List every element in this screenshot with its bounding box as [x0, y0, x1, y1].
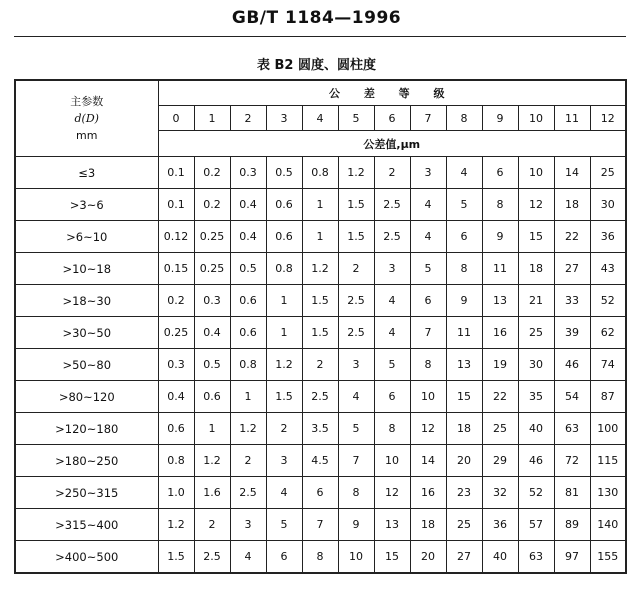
tolerance-value-cell: 0.6 — [158, 413, 194, 445]
tolerance-value-cell: 12 — [518, 189, 554, 221]
grade-title-cell: 公 差 等 级 — [158, 80, 626, 106]
table-row — [15, 285, 626, 317]
tolerance-value-cell: 2.5 — [302, 381, 338, 413]
tolerance-value-cell: 12 — [374, 477, 410, 509]
tolerance-value-cell: 20 — [410, 541, 446, 574]
tolerance-value-cell: 33 — [554, 285, 590, 317]
table-row — [15, 381, 626, 413]
table-row — [15, 317, 626, 349]
tolerance-value-cell: 36 — [590, 221, 626, 253]
tolerance-value-cell: 6 — [302, 477, 338, 509]
tolerance-value-cell: 0.5 — [266, 157, 302, 189]
grade-number-cell: 0 — [158, 106, 194, 131]
tolerance-value-cell: 27 — [446, 541, 482, 574]
table-row — [15, 349, 626, 381]
size-range-cell: >80~120 — [15, 381, 158, 413]
grade-number-cell: 11 — [554, 106, 590, 131]
tolerance-value-cell: 14 — [410, 445, 446, 477]
tolerance-value-cell: 13 — [482, 285, 518, 317]
size-range-cell: >400~500 — [15, 541, 158, 574]
tolerance-value-cell: 10 — [518, 157, 554, 189]
tolerance-value-cell: 4 — [446, 157, 482, 189]
tolerance-value-cell: 0.6 — [194, 381, 230, 413]
tolerance-value-cell: 4 — [374, 285, 410, 317]
tolerance-value-cell: 32 — [482, 477, 518, 509]
size-range-cell: >10~18 — [15, 253, 158, 285]
tolerance-value-cell: 0.5 — [194, 349, 230, 381]
tolerance-value-cell: 35 — [518, 381, 554, 413]
tolerance-value-cell: 52 — [518, 477, 554, 509]
tolerance-value-cell: 8 — [302, 541, 338, 574]
tolerance-value-cell: 9 — [446, 285, 482, 317]
tolerance-value-cell: 25 — [482, 413, 518, 445]
tolerance-value-cell: 3 — [266, 445, 302, 477]
tolerance-value-cell: 130 — [590, 477, 626, 509]
tolerance-value-cell: 4 — [266, 477, 302, 509]
param-label-unit: mm — [76, 129, 98, 142]
tolerance-value-cell: 46 — [518, 445, 554, 477]
tolerance-value-cell: 22 — [482, 381, 518, 413]
tolerance-value-cell: 0.6 — [266, 189, 302, 221]
grade-number-cell: 5 — [338, 106, 374, 131]
size-range-cell: >18~30 — [15, 285, 158, 317]
tolerance-value-cell: 63 — [554, 413, 590, 445]
tolerance-value-cell: 0.2 — [158, 285, 194, 317]
tolerance-value-cell: 14 — [554, 157, 590, 189]
tolerance-value-cell: 1 — [194, 413, 230, 445]
unit-label-cell: 公差值,μm — [158, 131, 626, 157]
tolerance-value-cell: 5 — [374, 349, 410, 381]
tolerance-value-cell: 1.2 — [230, 413, 266, 445]
tolerance-value-cell: 1.2 — [302, 253, 338, 285]
tolerance-value-cell: 2.5 — [230, 477, 266, 509]
tolerance-value-cell: 0.15 — [158, 253, 194, 285]
tolerance-value-cell: 1.2 — [266, 349, 302, 381]
tolerance-value-cell: 15 — [374, 541, 410, 574]
tolerance-value-cell: 40 — [482, 541, 518, 574]
tolerance-value-cell: 0.4 — [230, 189, 266, 221]
tolerance-value-cell: 1.2 — [194, 445, 230, 477]
tolerance-table — [14, 79, 627, 574]
tolerance-value-cell: 1.6 — [194, 477, 230, 509]
tolerance-value-cell: 4 — [374, 317, 410, 349]
tolerance-value-cell: 27 — [554, 253, 590, 285]
tolerance-value-cell: 57 — [518, 509, 554, 541]
tolerance-value-cell: 16 — [410, 477, 446, 509]
grade-number-cell: 12 — [590, 106, 626, 131]
tolerance-value-cell: 3 — [374, 253, 410, 285]
tolerance-value-cell: 5 — [410, 253, 446, 285]
tolerance-value-cell: 1.5 — [266, 381, 302, 413]
tolerance-value-cell: 63 — [518, 541, 554, 574]
tolerance-value-cell: 1 — [266, 285, 302, 317]
tolerance-value-cell: 18 — [554, 189, 590, 221]
tolerance-value-cell: 22 — [554, 221, 590, 253]
tolerance-value-cell: 43 — [590, 253, 626, 285]
tolerance-value-cell: 54 — [554, 381, 590, 413]
tolerance-value-cell: 2 — [230, 445, 266, 477]
tolerance-value-cell: 155 — [590, 541, 626, 574]
tolerance-value-cell: 21 — [518, 285, 554, 317]
table-row — [15, 477, 626, 509]
tolerance-value-cell: 1.5 — [302, 285, 338, 317]
tolerance-value-cell: 1 — [230, 381, 266, 413]
tolerance-value-cell: 87 — [590, 381, 626, 413]
tolerance-value-cell: 0.1 — [158, 189, 194, 221]
tolerance-value-cell: 0.2 — [194, 157, 230, 189]
size-range-cell: >6~10 — [15, 221, 158, 253]
tolerance-value-cell: 19 — [482, 349, 518, 381]
tolerance-value-cell: 0.12 — [158, 221, 194, 253]
tolerance-value-cell: 36 — [482, 509, 518, 541]
tolerance-value-cell: 4.5 — [302, 445, 338, 477]
tolerance-value-cell: 8 — [374, 413, 410, 445]
grade-number-cell: 3 — [266, 106, 302, 131]
tolerance-value-cell: 3 — [410, 157, 446, 189]
size-range-cell: >50~80 — [15, 349, 158, 381]
tolerance-value-cell: 4 — [338, 381, 374, 413]
tolerance-value-cell: 0.25 — [194, 253, 230, 285]
tolerance-value-cell: 0.6 — [230, 285, 266, 317]
tolerance-value-cell: 0.8 — [230, 349, 266, 381]
grade-number-cell: 8 — [446, 106, 482, 131]
table-row — [15, 157, 626, 189]
tolerance-value-cell: 0.8 — [158, 445, 194, 477]
tolerance-value-cell: 4 — [410, 189, 446, 221]
tolerance-value-cell: 10 — [374, 445, 410, 477]
tolerance-value-cell: 2 — [374, 157, 410, 189]
tolerance-value-cell: 72 — [554, 445, 590, 477]
tolerance-value-cell: 29 — [482, 445, 518, 477]
tolerance-value-cell: 5 — [338, 413, 374, 445]
table-row — [15, 221, 626, 253]
tolerance-value-cell: 97 — [554, 541, 590, 574]
header-rule — [14, 36, 626, 37]
tolerance-value-cell: 9 — [482, 221, 518, 253]
tolerance-value-cell: 140 — [590, 509, 626, 541]
tolerance-value-cell: 18 — [446, 413, 482, 445]
tolerance-value-cell: 6 — [482, 157, 518, 189]
tolerance-value-cell: 30 — [518, 349, 554, 381]
table-row — [15, 445, 626, 477]
tolerance-value-cell: 30 — [590, 189, 626, 221]
tolerance-value-cell: 10 — [410, 381, 446, 413]
tolerance-value-cell: 1.2 — [158, 509, 194, 541]
tolerance-value-cell: 0.6 — [266, 221, 302, 253]
tolerance-value-cell: 0.3 — [158, 349, 194, 381]
tolerance-value-cell: 9 — [338, 509, 374, 541]
table-row — [15, 413, 626, 445]
size-range-cell: >30~50 — [15, 317, 158, 349]
tolerance-value-cell: 6 — [446, 221, 482, 253]
table-caption: 表 B2 圆度、圆柱度 — [256, 58, 376, 73]
tolerance-value-cell: 4 — [230, 541, 266, 574]
tolerance-value-cell: 2.5 — [374, 221, 410, 253]
tolerance-value-cell: 2 — [194, 509, 230, 541]
param-label-main: 主参数 — [70, 95, 104, 108]
tolerance-value-cell: 0.3 — [194, 285, 230, 317]
tolerance-value-cell: 0.5 — [230, 253, 266, 285]
tolerance-value-cell: 0.4 — [194, 317, 230, 349]
tolerance-value-cell: 6 — [410, 285, 446, 317]
grade-number-cell: 4 — [302, 106, 338, 131]
tolerance-value-cell: 3 — [230, 509, 266, 541]
tolerance-value-cell: 89 — [554, 509, 590, 541]
tolerance-value-cell: 1.5 — [338, 189, 374, 221]
size-range-cell: >3~6 — [15, 189, 158, 221]
tolerance-value-cell: 5 — [446, 189, 482, 221]
table-row — [15, 541, 626, 574]
tolerance-value-cell: 1.0 — [158, 477, 194, 509]
tolerance-value-cell: 15 — [518, 221, 554, 253]
tolerance-value-cell: 2.5 — [194, 541, 230, 574]
table-row — [15, 509, 626, 541]
tolerance-value-cell: 74 — [590, 349, 626, 381]
size-range-cell: >315~400 — [15, 509, 158, 541]
tolerance-value-cell: 62 — [590, 317, 626, 349]
tolerance-value-cell: 8 — [410, 349, 446, 381]
tolerance-value-cell: 13 — [446, 349, 482, 381]
tolerance-value-cell: 7 — [338, 445, 374, 477]
tolerance-value-cell: 25 — [590, 157, 626, 189]
tolerance-value-cell: 6 — [266, 541, 302, 574]
tolerance-value-cell: 10 — [338, 541, 374, 574]
grade-number-cell: 10 — [518, 106, 554, 131]
tolerance-value-cell: 25 — [518, 317, 554, 349]
tolerance-value-cell: 0.25 — [158, 317, 194, 349]
size-range-cell: >180~250 — [15, 445, 158, 477]
grade-number-cell: 6 — [374, 106, 410, 131]
tolerance-value-cell: 1 — [302, 189, 338, 221]
tolerance-value-cell: 39 — [554, 317, 590, 349]
tolerance-value-cell: 8 — [446, 253, 482, 285]
tolerance-value-cell: 46 — [554, 349, 590, 381]
tolerance-value-cell: 15 — [446, 381, 482, 413]
tolerance-value-cell: 81 — [554, 477, 590, 509]
tolerance-value-cell: 7 — [410, 317, 446, 349]
tolerance-value-cell: 2 — [266, 413, 302, 445]
tolerance-value-cell: 8 — [338, 477, 374, 509]
tolerance-value-cell: 8 — [482, 189, 518, 221]
grade-number-cell: 9 — [482, 106, 518, 131]
tolerance-value-cell: 18 — [410, 509, 446, 541]
tolerance-value-cell: 11 — [446, 317, 482, 349]
tolerance-value-cell: 1 — [266, 317, 302, 349]
tolerance-value-cell: 40 — [518, 413, 554, 445]
tolerance-value-cell: 1.5 — [158, 541, 194, 574]
tolerance-value-cell: 0.6 — [230, 317, 266, 349]
size-range-cell: >120~180 — [15, 413, 158, 445]
tolerance-value-cell: 0.4 — [230, 221, 266, 253]
tolerance-value-cell: 100 — [590, 413, 626, 445]
grade-number-cell: 7 — [410, 106, 446, 131]
tolerance-value-cell: 23 — [446, 477, 482, 509]
tolerance-value-cell: 5 — [266, 509, 302, 541]
tolerance-value-cell: 13 — [374, 509, 410, 541]
tolerance-value-cell: 0.2 — [194, 189, 230, 221]
tolerance-value-cell: 0.25 — [194, 221, 230, 253]
param-header-cell — [15, 80, 158, 157]
tolerance-value-cell: 3.5 — [302, 413, 338, 445]
tolerance-value-cell: 18 — [518, 253, 554, 285]
tolerance-value-cell: 1.5 — [302, 317, 338, 349]
tolerance-value-cell: 115 — [590, 445, 626, 477]
size-range-cell: >250~315 — [15, 477, 158, 509]
tolerance-value-cell: 1 — [302, 221, 338, 253]
tolerance-value-cell: 11 — [482, 253, 518, 285]
standard-number: GB/T 1184—1996 — [231, 8, 402, 28]
tolerance-value-cell: 0.1 — [158, 157, 194, 189]
tolerance-value-cell: 2.5 — [338, 317, 374, 349]
tolerance-value-cell: 4 — [410, 221, 446, 253]
tolerance-value-cell: 25 — [446, 509, 482, 541]
tolerance-value-cell: 0.3 — [230, 157, 266, 189]
param-label-symbol: d(D) — [74, 112, 99, 125]
table-row — [15, 189, 626, 221]
size-range-cell: ≤3 — [15, 157, 158, 189]
tolerance-value-cell: 2.5 — [374, 189, 410, 221]
grade-title-row — [15, 80, 626, 106]
tolerance-value-cell: 52 — [590, 285, 626, 317]
tolerance-value-cell: 3 — [338, 349, 374, 381]
tolerance-value-cell: 6 — [374, 381, 410, 413]
tolerance-value-cell: 12 — [410, 413, 446, 445]
tolerance-value-cell: 1.2 — [338, 157, 374, 189]
tolerance-value-cell: 16 — [482, 317, 518, 349]
tolerance-value-cell: 2.5 — [338, 285, 374, 317]
tolerance-value-cell: 0.8 — [266, 253, 302, 285]
grade-number-cell: 1 — [194, 106, 230, 131]
tolerance-value-cell: 2 — [338, 253, 374, 285]
tolerance-value-cell: 0.8 — [302, 157, 338, 189]
tolerance-value-cell: 1.5 — [338, 221, 374, 253]
tolerance-value-cell: 20 — [446, 445, 482, 477]
grade-number-cell: 2 — [230, 106, 266, 131]
tolerance-value-cell: 7 — [302, 509, 338, 541]
tolerance-value-cell: 2 — [302, 349, 338, 381]
table-row — [15, 253, 626, 285]
tolerance-value-cell: 0.4 — [158, 381, 194, 413]
